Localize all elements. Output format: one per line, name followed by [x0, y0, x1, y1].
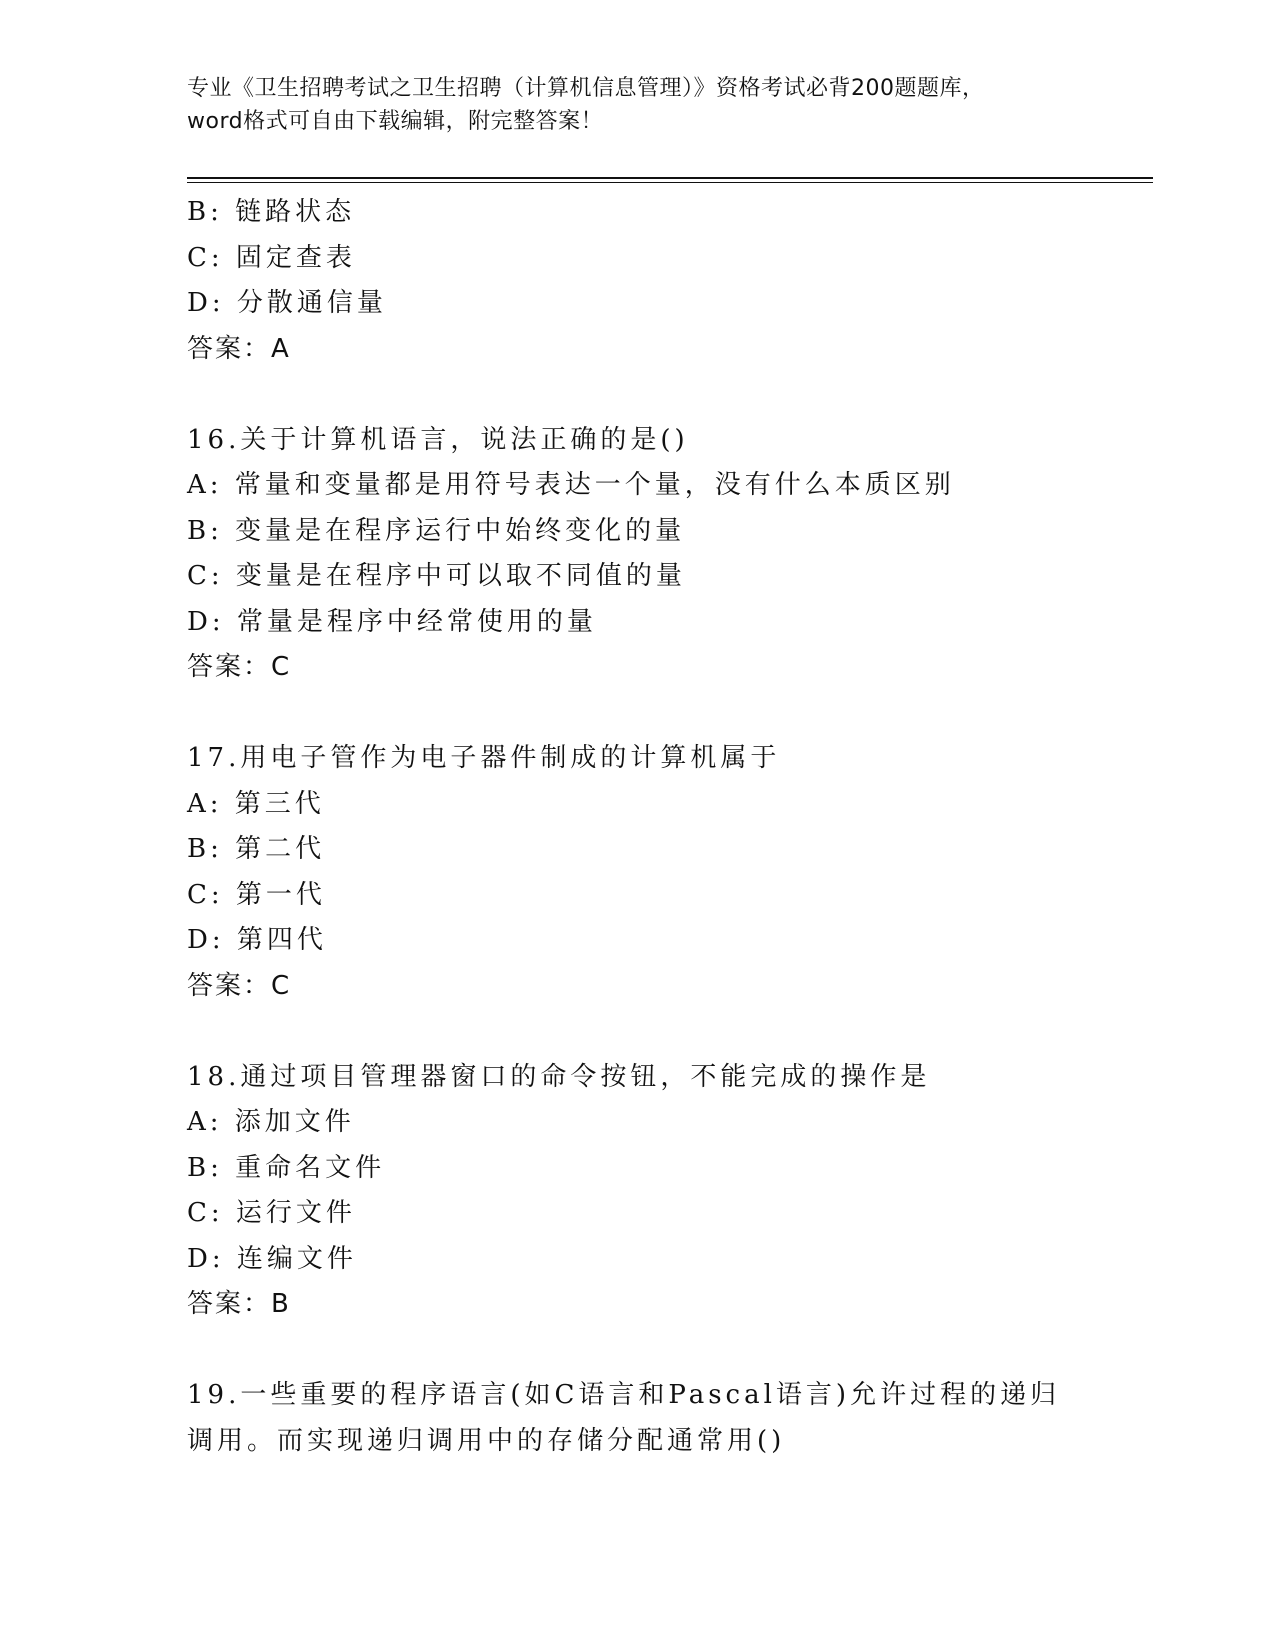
question-17 [187, 736, 1087, 1009]
option-d: D: 连编文件 [187, 1243, 357, 1274]
option-c: C: 固定查表 [187, 242, 356, 273]
spacer [187, 1328, 1087, 1374]
option-b: B: 重命名文件 [187, 1152, 386, 1183]
option-d: D: 常量是程序中经常使用的量 [187, 606, 597, 637]
answer-text: 答案：C [187, 970, 292, 1001]
document-header [187, 72, 1087, 138]
option-b: B: 链路状态 [187, 197, 356, 227]
header-divider-thin [187, 182, 1153, 183]
header-title-line-1: 专业《卫生招聘考试之卫生招聘（计算机信息管理）》资格考试必背200题题库， [187, 76, 985, 101]
spacer [187, 691, 1087, 737]
answer-text: 答案：B [187, 1289, 291, 1319]
question-16 [187, 418, 1087, 691]
spacer [187, 372, 1087, 418]
option-c: C: 第一代 [187, 879, 326, 910]
question-stem: 18.通过项目管理器窗口的命令按钮，不能完成的操作是 [187, 1061, 931, 1092]
option-d: D: 分散通信量 [187, 288, 387, 318]
option-a: A: 添加文件 [187, 1107, 355, 1137]
header-title-line-2: word格式可自由下载编辑，附完整答案！ [187, 109, 604, 134]
question-18 [187, 1055, 1087, 1328]
question-15 [187, 190, 1087, 372]
option-b: B: 第二代 [187, 834, 326, 864]
spacer [187, 1009, 1087, 1055]
question-stem: 16.关于计算机语言，说法正确的是() [187, 424, 689, 455]
option-d: D: 第四代 [187, 925, 327, 955]
option-b: B: 变量是在程序运行中始终变化的量 [187, 515, 686, 546]
answer-text: 答案：C [187, 652, 292, 682]
question-list [187, 190, 1087, 1464]
option-a: A: 第三代 [187, 788, 325, 819]
option-c: C: 运行文件 [187, 1198, 356, 1228]
option-a: A: 常量和变量都是用符号表达一个量，没有什么本质区别 [187, 470, 955, 500]
question-19 [187, 1373, 1087, 1464]
question-stem: 17.用电子管作为电子器件制成的计算机属于 [187, 743, 781, 773]
answer-text: 答案：A [187, 333, 291, 364]
option-c: C: 变量是在程序中可以取不同值的量 [187, 561, 686, 591]
header-divider-thick [187, 177, 1153, 179]
question-stem: 19.一些重要的程序语言(如C语言和Pascal语言)允许过程的递归调用。而实现递归调用中的存储分配通常用() [187, 1380, 1061, 1456]
